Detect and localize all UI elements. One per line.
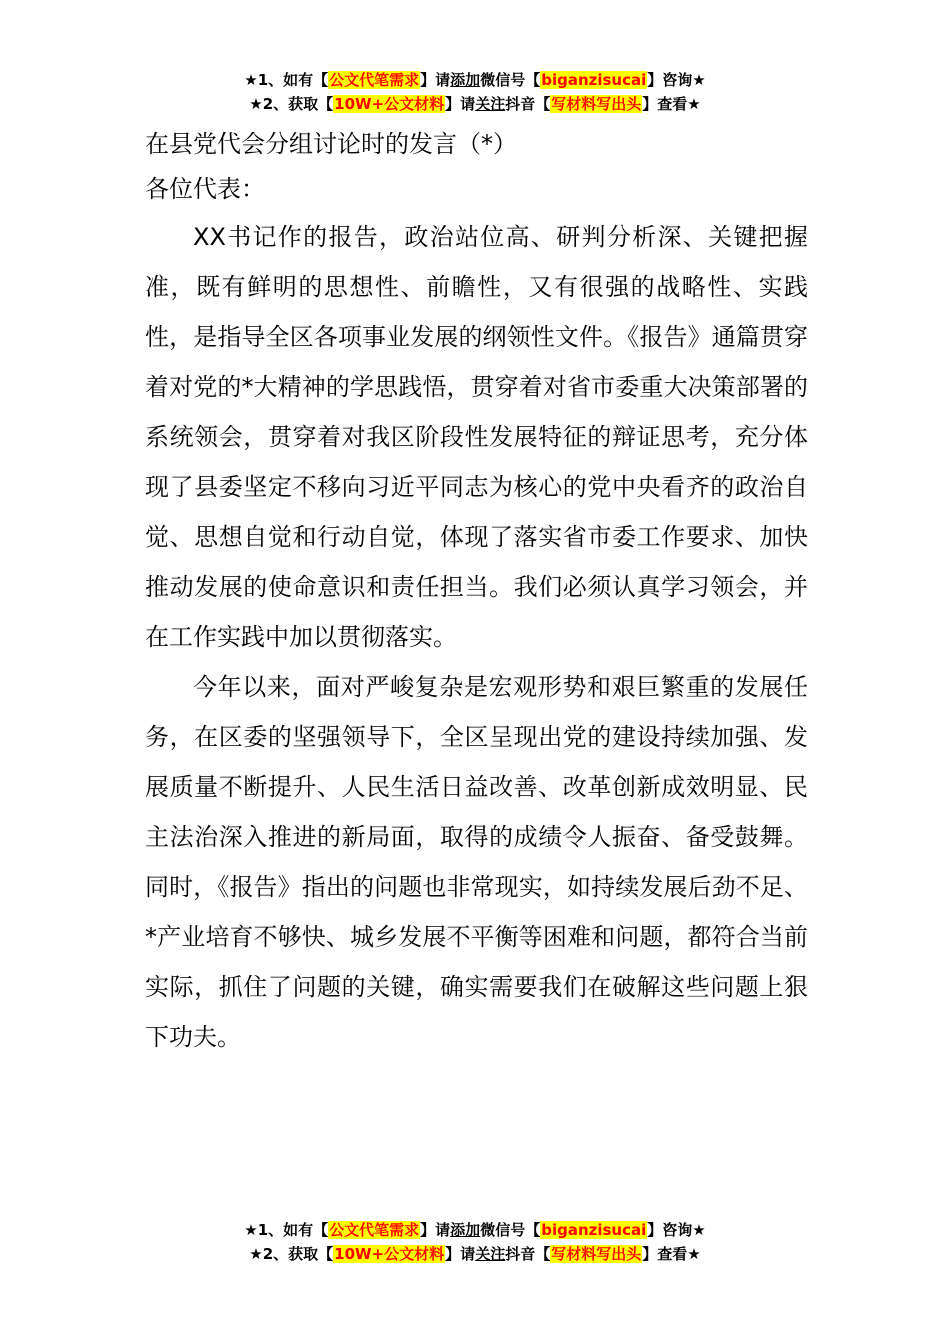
star-icon: ★ (244, 71, 258, 89)
star-icon: ★ (692, 71, 706, 89)
banner-text: 】请 (420, 1221, 451, 1239)
star-icon: ★ (249, 1245, 263, 1263)
document-body (145, 124, 808, 1062)
paragraph: 今年以来，面对严峻复杂是宏观形势和艰巨繁重的发展任务，在区委的坚强领导下，全区呈现出党的建设持续加强、发展质量不断提升、人民生活日益改善、改革创新成效明显、民主法治深入推进的新局面，取得的成绩令人振奋、备受鼓舞。同时，《报告》指出的问题也非常现实，如持续发展后劲不足、*产业培育不够快、城乡发展不平衡等困难和问题，都符合当前实际，抓住了问题的关键，确实需要我们在破解这些问题上狠下功夫。 (145, 673, 808, 1051)
banner-line-2 (0, 1242, 950, 1266)
header-banner (0, 68, 950, 116)
highlight-materials: 10W+公文材料 (334, 95, 445, 113)
banner-text: 2、获取【 (262, 1245, 334, 1263)
banner-text: 】查看 (642, 95, 688, 113)
banner-text: 微信号【 (480, 1221, 541, 1239)
highlight-service: 公文代笔需求 (329, 1221, 420, 1239)
banner-line-1 (0, 1218, 950, 1242)
footer-banner (0, 1218, 950, 1266)
banner-text: 】咨询 (647, 1221, 693, 1239)
star-icon: ★ (249, 95, 263, 113)
banner-underlined-text: 添加 (450, 71, 481, 89)
paragraph: XX书记作的报告，政治站位高、研判分析深、关键把握准，既有鲜明的思想性、前瞻性，又有很强的战略性、实践性，是指导全区各项事业发展的纲领性文件。《报告》通篇贯穿着对党的*大精神的学思践悟，贯穿着对省市委重大决策部署的系统领会，贯穿着对我区阶段性发展特征的辩证思考，充分体现了县委坚定不移向习近平同志为核心的党中央看齐的政治自觉、思想自觉和行动自觉，体现了落实省市委工作要求、加快推动发展的使命意识和责任担当。我们必须认真学习领会，并在工作实践中加以贯彻落实。 (145, 223, 808, 651)
highlight-douyin-account: 写材料写出头 (551, 1245, 642, 1263)
banner-text: 1、如有【 (257, 71, 329, 89)
banner-line-2 (0, 92, 950, 116)
salutation: 各位代表： (145, 175, 265, 203)
banner-text: 】查看 (642, 1245, 688, 1263)
highlight-materials: 10W+公文材料 (334, 1245, 445, 1263)
banner-text: 2、获取【 (262, 95, 334, 113)
banner-text: 1、如有【 (257, 1221, 329, 1239)
star-icon: ★ (692, 1221, 706, 1239)
banner-text: 抖音【 (505, 95, 551, 113)
highlight-wechat-id: biganzisucai (541, 71, 647, 89)
highlight-service: 公文代笔需求 (329, 71, 420, 89)
banner-text: 】请 (445, 1245, 476, 1263)
document-title: 在县党代会分组讨论时的发言（*） (145, 130, 517, 158)
banner-line-1 (0, 68, 950, 92)
star-icon: ★ (687, 1245, 701, 1263)
star-icon: ★ (687, 95, 701, 113)
banner-underlined-text: 添加 (450, 1221, 481, 1239)
highlight-douyin-account: 写材料写出头 (551, 95, 642, 113)
star-icon: ★ (244, 1221, 258, 1239)
banner-text: 】请 (445, 95, 476, 113)
banner-text: 】咨询 (647, 71, 693, 89)
banner-text: 抖音【 (505, 1245, 551, 1263)
banner-text: 微信号【 (480, 71, 541, 89)
banner-underlined-text: 关注 (475, 1245, 506, 1263)
banner-underlined-text: 关注 (475, 95, 506, 113)
banner-text: 】请 (420, 71, 451, 89)
highlight-wechat-id: biganzisucai (541, 1221, 647, 1239)
